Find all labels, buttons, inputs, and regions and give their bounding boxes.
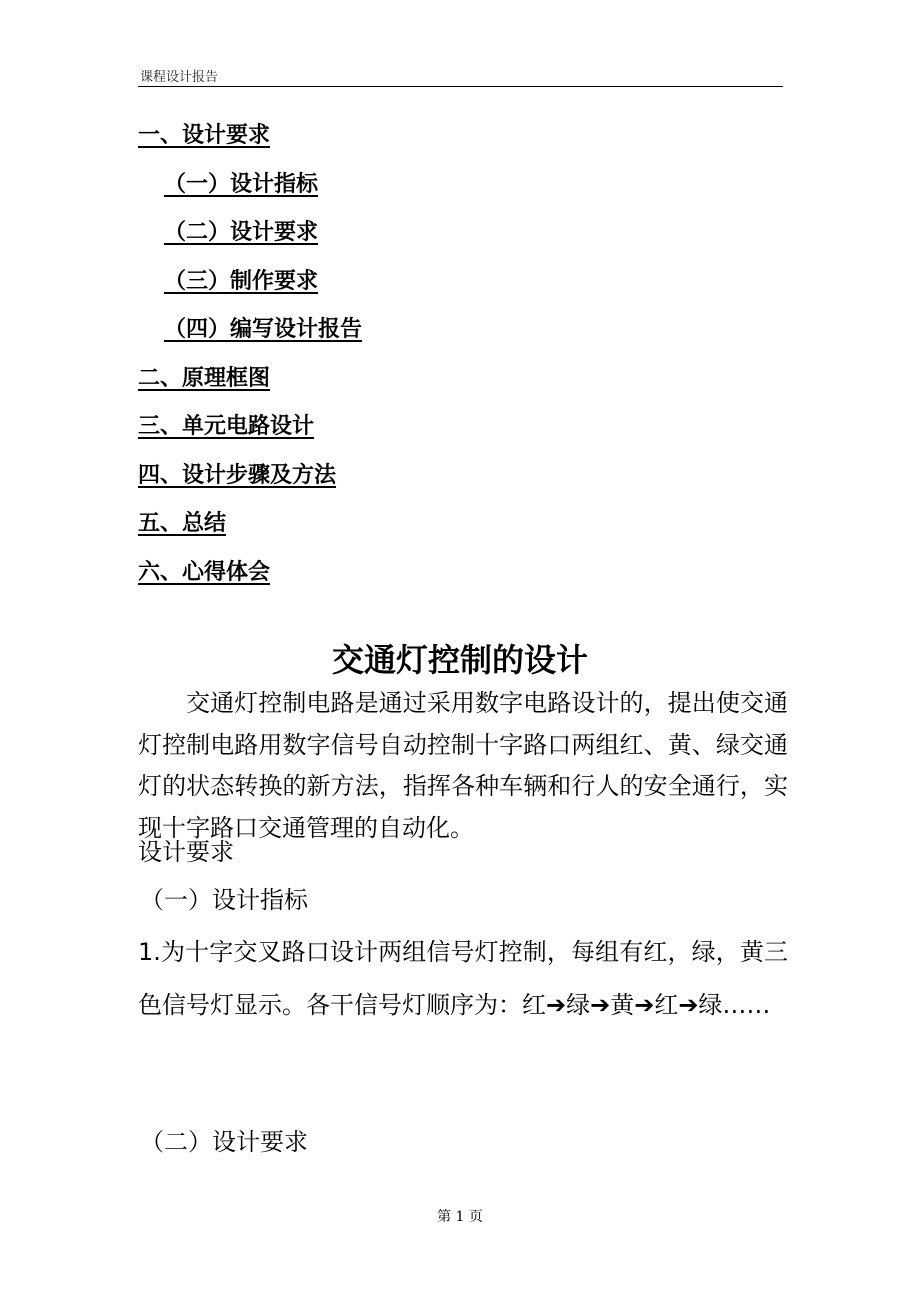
table-of-contents	[138, 118, 362, 603]
sub-heading-design-requirements: （二）设计要求	[140, 1128, 308, 1156]
sub-heading-design-indicators: （一）设计指标	[140, 886, 308, 914]
toc-item[interactable]: 五、总结	[138, 511, 227, 536]
toc-item[interactable]: （四）编写设计报告	[164, 317, 363, 342]
toc-item[interactable]: （一）设计指标	[164, 171, 319, 197]
design-indicator-item: 1.为十字交叉路口设计两组信号灯控制，每组有红，绿，黄三色信号灯显示。各干信号灯顺序为：红➔绿➔黄➔红➔绿……	[138, 938, 788, 1019]
toc-item[interactable]: 二、原理框图	[138, 365, 271, 391]
intro-paragraph: 交通灯控制电路是通过采用数字电路设计的，提出使交通灯控制电路用数字信号自动控制十字路口两组红、黄、绿交通灯的状态转换的新方法，指挥各种车辆和行人的安全通行，实现十字路口交通管理的自动化。	[138, 689, 788, 842]
toc-item[interactable]: （二）设计要求	[164, 220, 319, 245]
toc-item[interactable]: 一、设计要求	[138, 123, 271, 148]
page-number: 第 1 页	[437, 1209, 483, 1225]
toc-item[interactable]: 三、单元电路设计	[138, 414, 315, 439]
toc-item[interactable]: 四、设计步骤及方法	[138, 462, 337, 488]
toc-item[interactable]: 六、心得体会	[138, 559, 271, 585]
toc-item[interactable]: （三）制作要求	[164, 268, 319, 294]
section-heading: 设计要求	[138, 838, 234, 866]
page-header	[138, 62, 783, 87]
document-title: 交通灯控制的设计	[331, 641, 588, 679]
header-text: 课程设计报告	[140, 70, 219, 85]
